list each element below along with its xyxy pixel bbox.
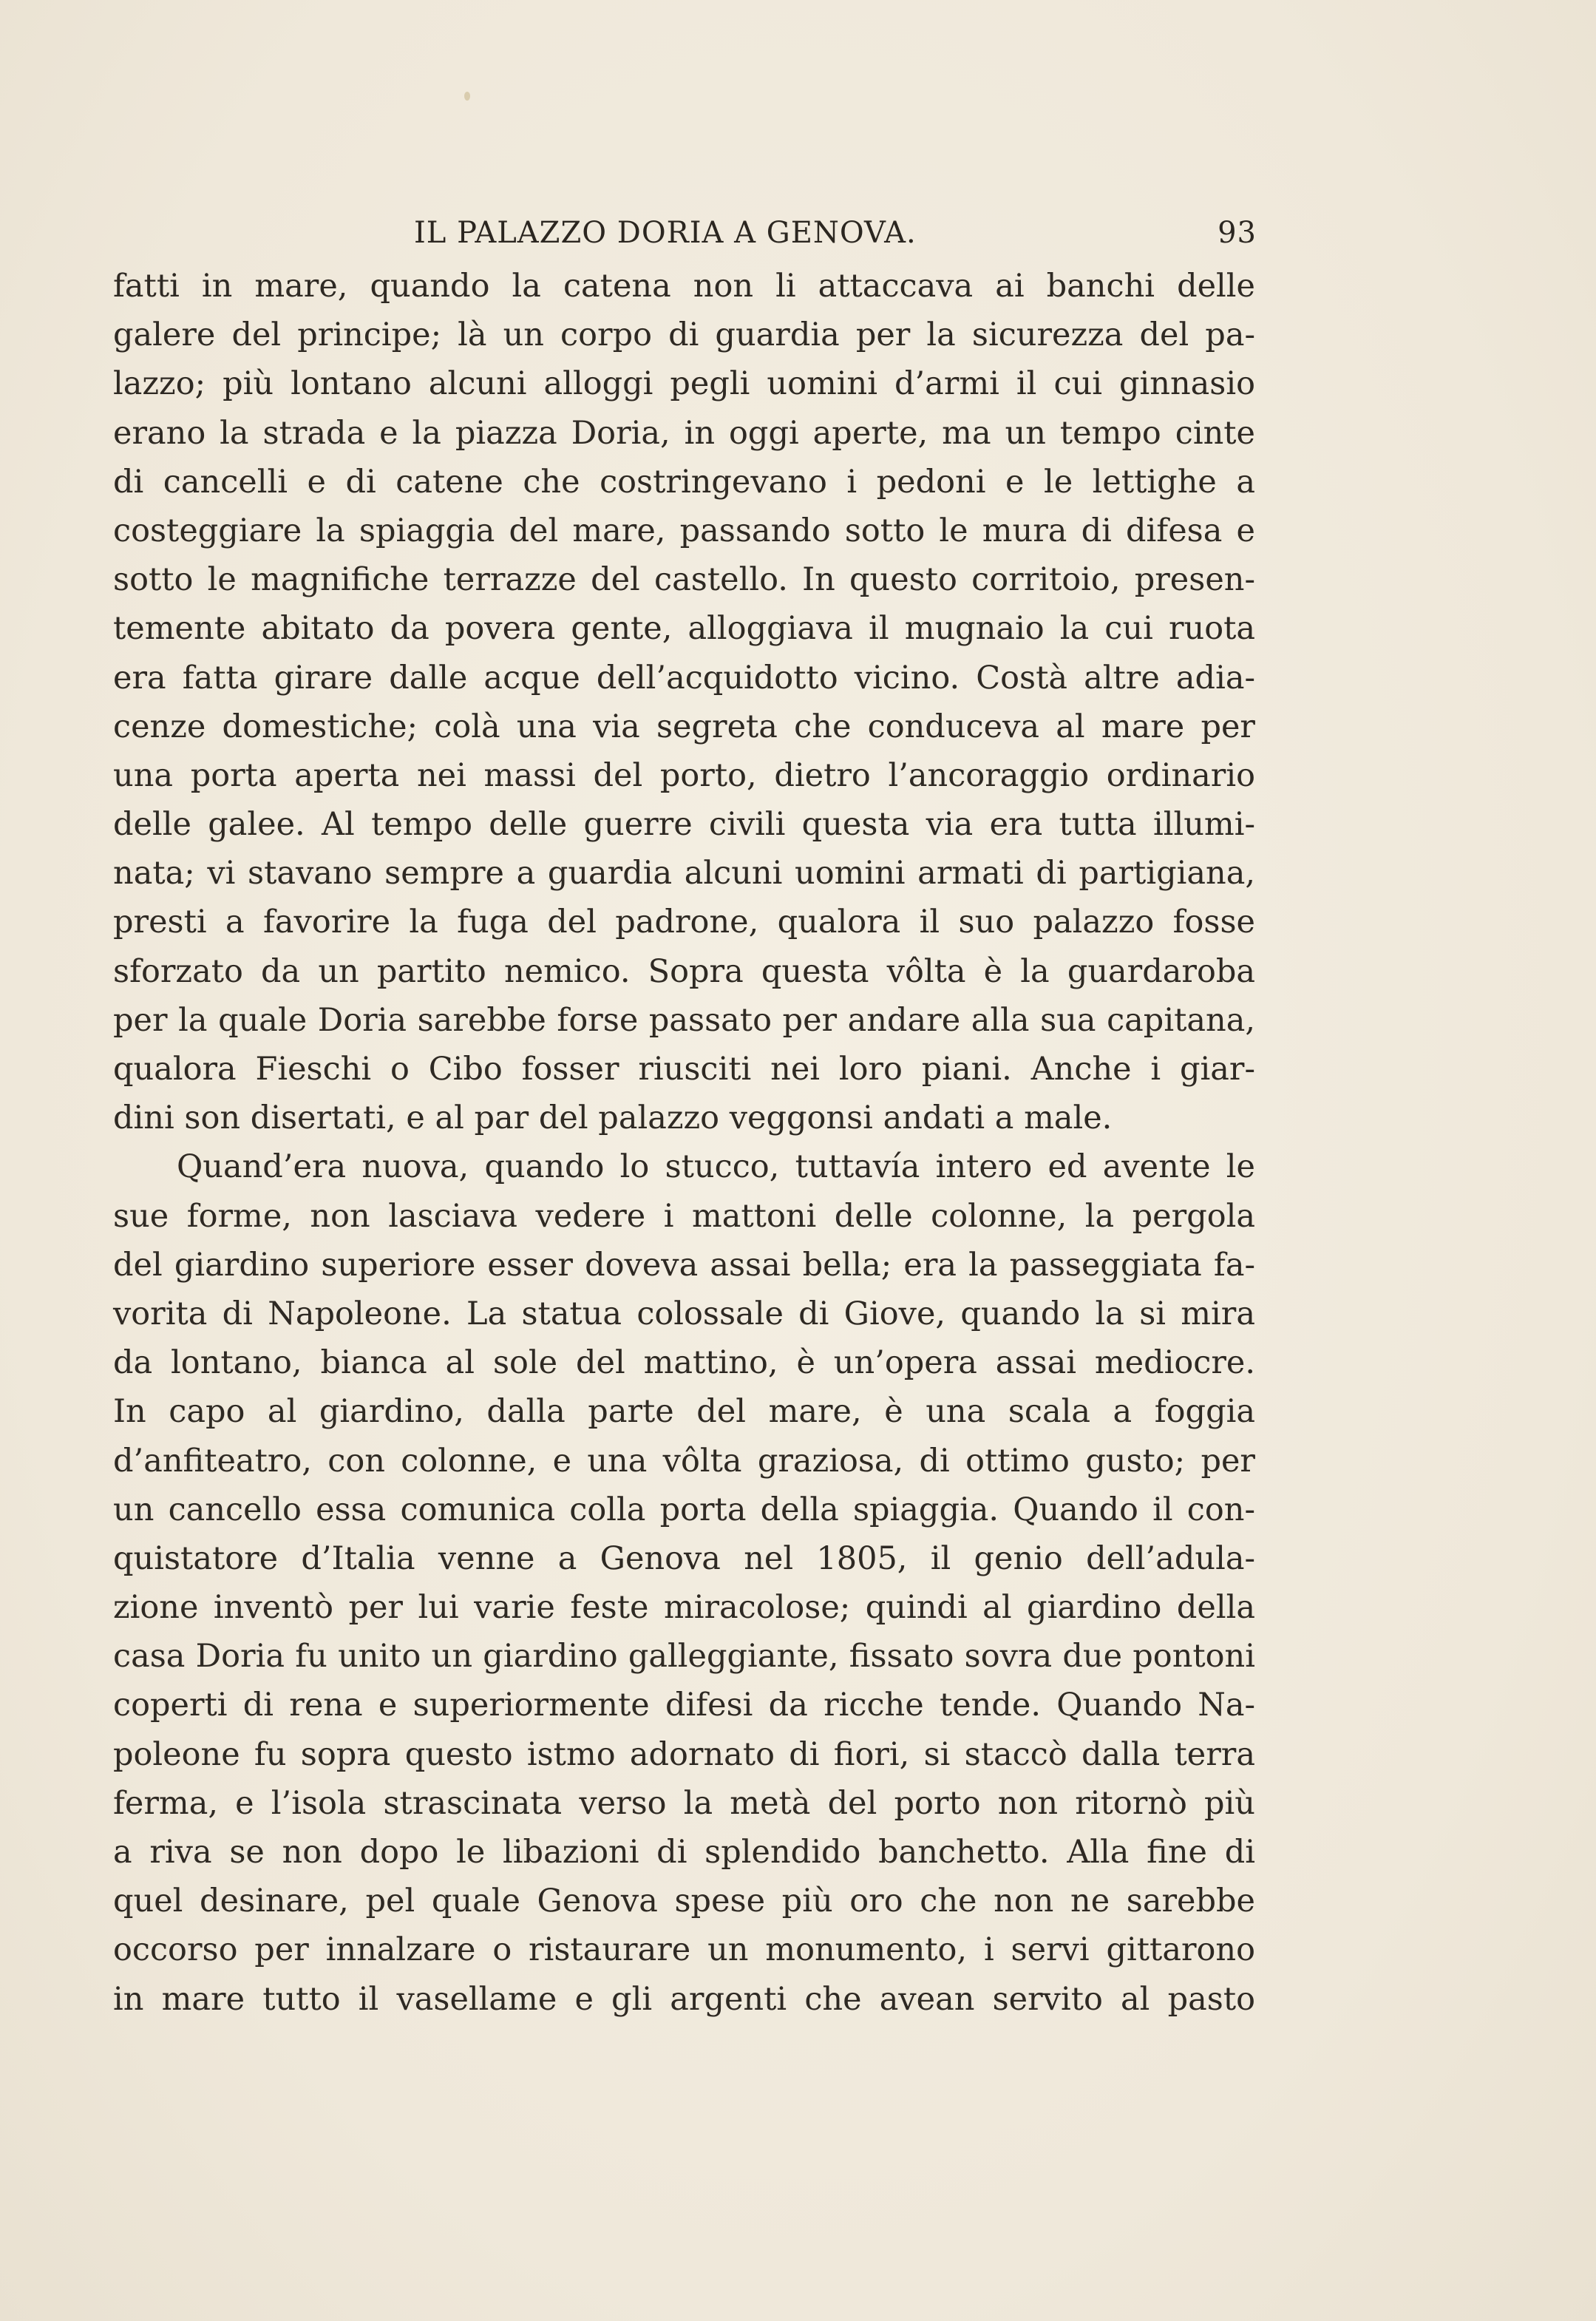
text-line: di cancelli e di catene che costringevano i pedoni e le lettighe a bbox=[113, 463, 1255, 501]
page-number: 93 bbox=[1218, 216, 1257, 250]
text-line: sforzato da un partito nemico. Sopra questa vôlta è la guardaroba bbox=[113, 952, 1255, 990]
text-line: occorso per innalzare o ristaurare un monumento, i servi gittarono bbox=[113, 1931, 1255, 1969]
running-title: IL PALAZZO DORIA A GENOVA. bbox=[414, 216, 917, 250]
text-line: nata; vi stavano sempre a guardia alcuni uomini armati di partigiana, bbox=[113, 855, 1255, 892]
text-line: in mare tutto il vasellame e gli argenti che avean servito al pasto bbox=[113, 1980, 1255, 2018]
text-line: per la quale Doria sarebbe forse passato per andare alla sua capitana, bbox=[113, 1001, 1255, 1039]
text-line: da lontano, bianca al sole del mattino, è un’opera assai mediocre. bbox=[113, 1344, 1255, 1382]
text-line: sotto le magnifiche terrazze del castello. In questo corritoio, presen- bbox=[113, 561, 1255, 599]
text-line: coperti di rena e superiormente difesi da ricche tende. Quando Na- bbox=[113, 1687, 1255, 1724]
text-line: vorita di Napoleone. La statua colossale di Giove, quando la si mira bbox=[113, 1295, 1255, 1332]
page-header bbox=[414, 216, 1257, 260]
paper-speck bbox=[464, 92, 470, 101]
text-line: costeggiare la spiaggia del mare, passando sotto le mura di difesa e bbox=[113, 512, 1255, 549]
text-line: d’anfiteatro, con colonne, e una vôlta graziosa, di ottimo gusto; per bbox=[113, 1442, 1255, 1480]
text-line: presti a favorire la fuga del padrone, qualora il suo palazzo fosse bbox=[113, 904, 1255, 941]
text-line: erano la strada e la piazza Doria, in oggi aperte, ma un tempo cinte bbox=[113, 414, 1255, 452]
text-line: era fatta girare dalle acque dell’acquidotto vicino. Costà altre adia- bbox=[113, 659, 1255, 697]
text-line: poleone fu sopra questo istmo adornato di fiori, si staccò dalla terra bbox=[113, 1735, 1255, 1773]
text-line: del giardino superiore esser doveva assai bella; era la passeggiata fa- bbox=[113, 1246, 1255, 1284]
text-line: cenze domestiche; colà una via segreta che conduceva al mare per bbox=[113, 708, 1255, 745]
text-line: quistatore d’Italia venne a Genova nel 1805, il genio dell’adula- bbox=[113, 1539, 1255, 1577]
text-line: fatti in mare, quando la catena non li attaccava ai banchi delle bbox=[113, 268, 1255, 305]
text-line: delle galee. Al tempo delle guerre civili questa via era tutta illumi- bbox=[113, 806, 1255, 844]
paragraph-first-line: Quand’era nuova, quando lo stucco, tuttavía intero ed avente le bbox=[177, 1148, 1255, 1186]
text-line: lazzo; più lontano alcuni alloggi pegli uomini d’armi il cui ginnasio bbox=[113, 365, 1255, 403]
text-line: sue forme, non lasciava vedere i mattoni delle colonne, la pergola bbox=[113, 1197, 1255, 1235]
text-line: casa Doria fu unito un giardino galleggiante, fissato sovra due pontoni bbox=[113, 1638, 1255, 1675]
text-line: temente abitato da povera gente, alloggiava il mugnaio la cui ruota bbox=[113, 610, 1255, 648]
text-line: a riva se non dopo le libazioni di splendido banchetto. Alla fine di bbox=[113, 1834, 1255, 1871]
text-line: qualora Fieschi o Cibo fosser riusciti nei loro piani. Anche i giar- bbox=[113, 1051, 1255, 1088]
text-line: una porta aperta nei massi del porto, dietro l’ancoraggio ordinario bbox=[113, 756, 1255, 794]
text-line: zione inventò per lui varie feste miracolose; quindi al giardino della bbox=[113, 1589, 1255, 1627]
text-line: quel desinare, pel quale Genova spese più oro che non ne sarebbe bbox=[113, 1883, 1255, 1920]
text-line: ferma, e l’isola strascinata verso la metà del porto non ritornò più bbox=[113, 1784, 1255, 1822]
text-line: In capo al giardino, dalla parte del mare, è una scala a foggia bbox=[113, 1393, 1255, 1431]
paragraph-last-line: dini son disertati, e al par del palazzo veggonsi andati a male. bbox=[113, 1099, 1113, 1137]
body-text bbox=[113, 262, 1255, 2024]
text-line: un cancello essa comunica colla porta della spiaggia. Quando il con- bbox=[113, 1491, 1255, 1528]
text-line: galere del principe; là un corpo di guardia per la sicurezza del pa- bbox=[113, 316, 1255, 354]
